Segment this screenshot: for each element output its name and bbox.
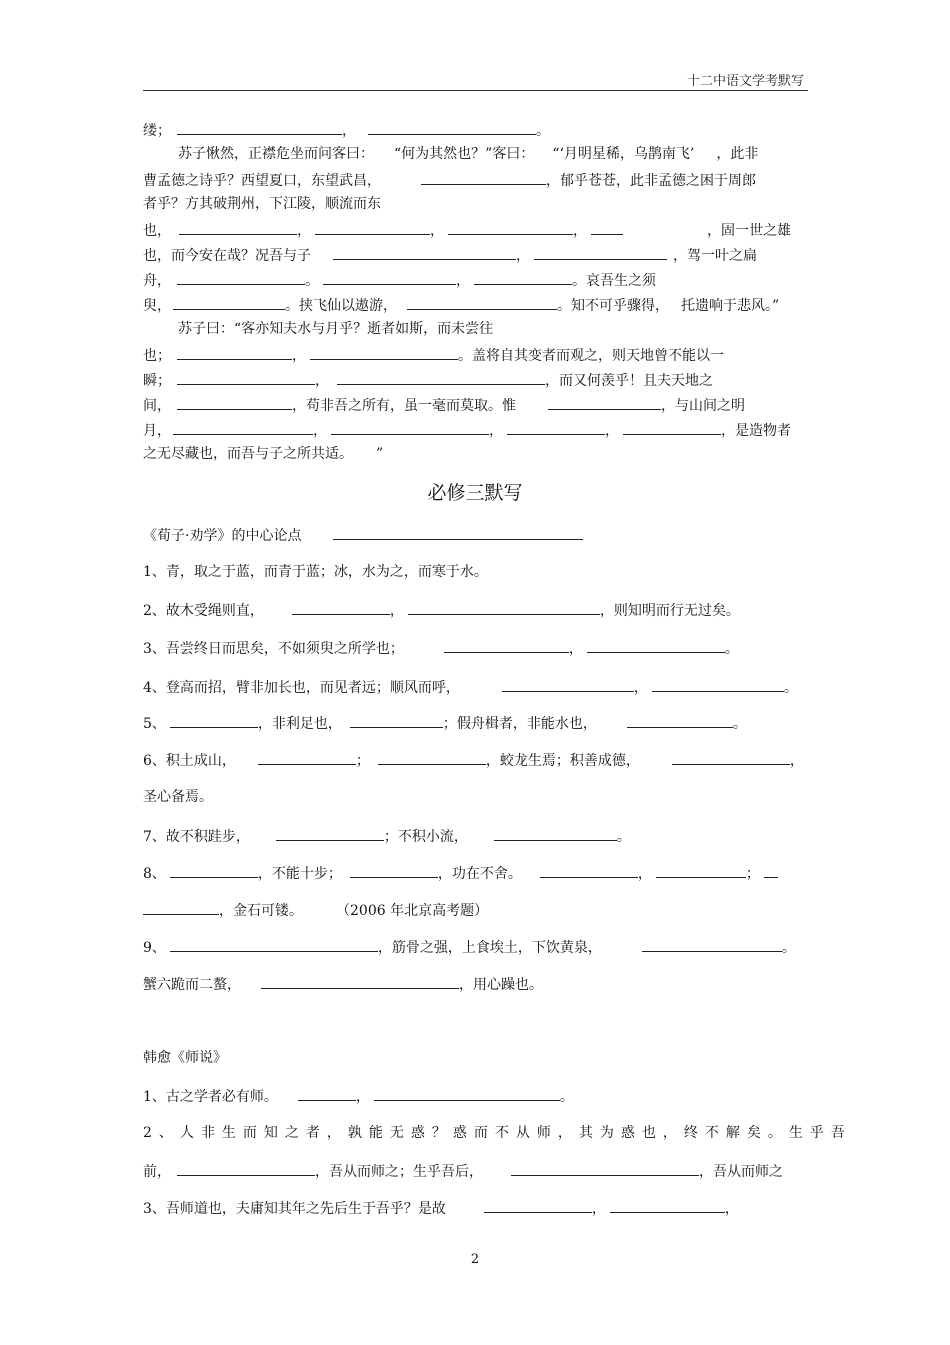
- text: ，: [568, 641, 583, 657]
- fill-blank[interactable]: [656, 862, 746, 878]
- passage-line: [143, 444, 383, 464]
- text: 6、积土成山，: [143, 753, 236, 769]
- question-line: [143, 1085, 574, 1107]
- question-line: [143, 1197, 739, 1219]
- text: 3、吾师道也，夫庸知其年之先后生于吾乎？是故: [143, 1201, 446, 1217]
- fill-blank[interactable]: [448, 219, 573, 235]
- text: ，不能十步；: [257, 866, 342, 882]
- fill-blank[interactable]: [502, 676, 634, 692]
- fill-blank[interactable]: [177, 119, 342, 135]
- fill-blank[interactable]: [170, 936, 378, 952]
- text: 也；: [143, 348, 171, 364]
- fill-blank[interactable]: [333, 524, 583, 540]
- fill-blank[interactable]: [143, 899, 219, 915]
- text: 。: [559, 1089, 574, 1105]
- text: 缕；: [143, 123, 171, 139]
- question-line: [143, 599, 740, 621]
- fill-blank[interactable]: [337, 369, 545, 385]
- fill-blank[interactable]: [177, 1160, 315, 1176]
- text: ，非利足也，: [257, 716, 342, 732]
- fill-blank[interactable]: [408, 599, 600, 615]
- fill-blank[interactable]: [378, 749, 486, 765]
- text: ，: [789, 753, 804, 769]
- text: 。: [305, 273, 319, 289]
- text: 圣心备焉。: [143, 789, 213, 805]
- text: ，吾从而师之: [699, 1164, 783, 1180]
- text: 。: [783, 680, 798, 696]
- text: ，: [456, 273, 470, 289]
- text: 。挟飞仙以遨游，: [285, 298, 397, 314]
- fill-blank[interactable]: [350, 862, 438, 878]
- text: 。哀吾生之须: [572, 273, 656, 289]
- text: ，: [573, 223, 587, 239]
- passage-line: [143, 169, 756, 191]
- fill-blank[interactable]: [672, 749, 790, 765]
- fill-blank[interactable]: [591, 219, 623, 235]
- text: 。盖将自其变者而观之，则天地曾不能以一: [458, 348, 724, 364]
- text: 苏子愀然，正襟危坐而问客曰：: [178, 146, 374, 162]
- text: 苏子曰：“客亦知夫水与月乎？逝者如斯，而未尝往: [178, 321, 494, 337]
- passage-line: [143, 194, 381, 214]
- question-line: [143, 936, 796, 958]
- fill-blank[interactable]: [540, 862, 638, 878]
- question-line: [143, 749, 804, 771]
- fill-blank[interactable]: [368, 119, 536, 135]
- fill-blank[interactable]: [407, 294, 557, 310]
- question-line: [143, 973, 543, 995]
- fill-blank[interactable]: [315, 219, 430, 235]
- text: “‘月明星稀，乌鹊南飞’: [552, 146, 695, 162]
- text: 之无尽藏也，而吾与子之所共适。: [143, 446, 346, 462]
- text: 。: [616, 829, 631, 845]
- fill-blank[interactable]: [627, 712, 733, 728]
- fill-blank[interactable]: [652, 676, 784, 692]
- page-number: 2: [470, 1252, 480, 1267]
- text: ；不积小流，: [383, 829, 468, 845]
- fill-blank[interactable]: [179, 219, 297, 235]
- passage-line: [178, 144, 758, 164]
- text: ，金石可镂。: [219, 903, 303, 919]
- fill-blank[interactable]: [623, 419, 721, 435]
- text: ，: [637, 866, 652, 882]
- text: 。: [732, 716, 747, 732]
- fill-blank[interactable]: [292, 599, 390, 615]
- text: ，筋骨之强，上食埃土，下饮黄泉，: [377, 940, 602, 956]
- fill-blank[interactable]: [333, 244, 516, 260]
- text: ，: [297, 223, 311, 239]
- fill-blank[interactable]: [323, 269, 456, 285]
- text: ，: [389, 603, 404, 619]
- text: 8、: [143, 866, 166, 882]
- text: 间，: [143, 398, 171, 414]
- fill-blank[interactable]: [610, 1197, 725, 1213]
- text: 韩愈《师说》: [143, 1050, 227, 1066]
- question-line: [143, 524, 583, 546]
- fill-blank[interactable]: [548, 394, 661, 410]
- text: ，蛟龙生焉；积善成德，: [485, 753, 640, 769]
- fill-blank[interactable]: [173, 419, 313, 435]
- fill-blank[interactable]: [444, 637, 569, 653]
- text: 3、吾尝终日而思矣，不如须臾之所学也；: [143, 641, 404, 657]
- text: 蟹六跪而二螯，: [143, 977, 241, 993]
- fill-blank[interactable]: [474, 269, 572, 285]
- text: ”: [376, 446, 384, 462]
- fill-blank[interactable]: [170, 712, 258, 728]
- text: 曹孟德之诗乎？西望夏口，东望武昌，: [143, 173, 381, 189]
- text: 4、登高而招，臂非加长也，而见者远；顺风而呼，: [143, 680, 460, 696]
- fill-blank[interactable]: [642, 936, 782, 952]
- text: ，: [292, 348, 306, 364]
- question-line: [143, 712, 747, 734]
- passage-line: [143, 344, 724, 366]
- question-line: [143, 1123, 852, 1143]
- text: ，苟非吾之所有，虽一毫而莫取。惟: [292, 398, 516, 414]
- fill-blank[interactable]: [310, 344, 458, 360]
- fill-blank[interactable]: [170, 862, 258, 878]
- question-line: [143, 637, 739, 659]
- text: ，此非: [716, 146, 759, 162]
- question-line: [143, 787, 213, 807]
- passage-line: [143, 394, 745, 416]
- fill-blank[interactable]: [177, 369, 315, 385]
- question-line: [143, 676, 798, 698]
- text: 1、古之学者必有师。: [143, 1089, 278, 1105]
- fill-blank[interactable]: [258, 749, 356, 765]
- text: 2、故木受绳则直，: [143, 603, 264, 619]
- fill-blank[interactable]: [177, 344, 292, 360]
- question-line: [143, 562, 488, 582]
- text: ，功在不舍。: [437, 866, 522, 882]
- fill-blank[interactable]: [494, 825, 617, 841]
- text: ，是造物者: [721, 423, 791, 439]
- fill-blank[interactable]: [534, 244, 667, 260]
- section-title: 必修三默写: [427, 482, 523, 504]
- text: 舟，: [143, 273, 171, 289]
- text: 。: [724, 641, 739, 657]
- text: 者乎？方其破荆州，下江陵，顺流而东: [143, 196, 381, 212]
- text: 瞬；: [143, 373, 171, 389]
- passage-line: [143, 294, 779, 316]
- passage-line: [143, 244, 757, 266]
- fill-blank[interactable]: [350, 712, 443, 728]
- text: ，: [342, 123, 356, 139]
- text: ；: [745, 866, 760, 882]
- text: ，郁乎苍苍，此非孟德之困于周郎: [546, 173, 756, 189]
- text: 前，: [143, 1164, 171, 1180]
- fill-blank[interactable]: [421, 169, 546, 185]
- question-line: [143, 1160, 783, 1182]
- text: ；假舟楫者，非能水也，: [442, 716, 597, 732]
- text: ，: [724, 1201, 739, 1217]
- header-title: 十二中语文学考默写: [686, 74, 804, 89]
- question-line: [143, 1048, 227, 1068]
- text: ，与山间之明: [661, 398, 745, 414]
- text: 5、: [143, 716, 166, 732]
- fill-blank[interactable]: [374, 1085, 560, 1101]
- fill-blank[interactable]: [261, 973, 459, 989]
- text: ，而又何羡乎！且夫天地之: [545, 373, 713, 389]
- fill-blank[interactable]: [177, 394, 292, 410]
- text: ，驾一叶之扁: [673, 248, 757, 264]
- fill-blank[interactable]: [484, 1197, 592, 1213]
- text: 。知不可乎骤得，: [557, 298, 669, 314]
- text: 《荀子·劝学》的中心论点: [143, 528, 302, 544]
- text: 。: [536, 123, 550, 139]
- text: ，吾从而师之；生乎吾后，: [315, 1164, 483, 1180]
- fill-blank[interactable]: [511, 1160, 699, 1176]
- text: ，: [516, 248, 530, 264]
- text: “何为其然也？”客曰：: [394, 146, 535, 162]
- fill-blank[interactable]: [276, 825, 384, 841]
- fill-blank[interactable]: [587, 637, 725, 653]
- fill-blank[interactable]: [177, 269, 305, 285]
- passage-line: [143, 219, 791, 241]
- text: ，: [489, 423, 503, 439]
- text: 2、人非生而知之者，孰能无惑？惑而不从师，其为惑也，终不解矣。生乎吾: [143, 1125, 852, 1141]
- text: ，: [591, 1201, 606, 1217]
- question-line: [143, 899, 488, 921]
- fill-blank[interactable]: [173, 294, 285, 310]
- question-line: [143, 862, 778, 884]
- text: 。: [781, 940, 796, 956]
- text: （2006 年北京高考题）: [343, 903, 489, 919]
- passage-line: [143, 119, 550, 141]
- text: 托遗响于悲风。”: [681, 298, 780, 314]
- text: ，用心躁也。: [459, 977, 543, 993]
- passage-line: [143, 369, 713, 391]
- text: 9、: [143, 940, 166, 956]
- text: ，: [313, 423, 327, 439]
- text: ，: [315, 373, 329, 389]
- text: ，: [633, 680, 648, 696]
- fill-blank[interactable]: [298, 1085, 356, 1101]
- text: ，: [355, 1089, 370, 1105]
- fill-blank[interactable]: [331, 419, 489, 435]
- text: ，则知明而行无过矣。: [599, 603, 740, 619]
- header-divider: [143, 90, 808, 91]
- fill-blank[interactable]: [507, 419, 605, 435]
- text: 1、青，取之于蓝，而青于蓝；冰，水为之，而寒于水。: [143, 564, 488, 580]
- fill-blank[interactable]: [764, 862, 778, 878]
- text: 也，而今安在哉？况吾与子: [143, 248, 311, 264]
- text: ，: [605, 423, 619, 439]
- question-line: [143, 825, 631, 847]
- passage-line: [143, 419, 791, 441]
- text: ，: [430, 223, 444, 239]
- text: 7、故不积跬步，: [143, 829, 250, 845]
- text: ；: [355, 753, 370, 769]
- text: ，固一世之雄: [707, 223, 791, 239]
- text: 也，: [143, 223, 171, 239]
- text: 月，: [143, 423, 171, 439]
- passage-line: [178, 319, 493, 339]
- text: 臾，: [143, 298, 171, 314]
- passage-line: [143, 269, 656, 291]
